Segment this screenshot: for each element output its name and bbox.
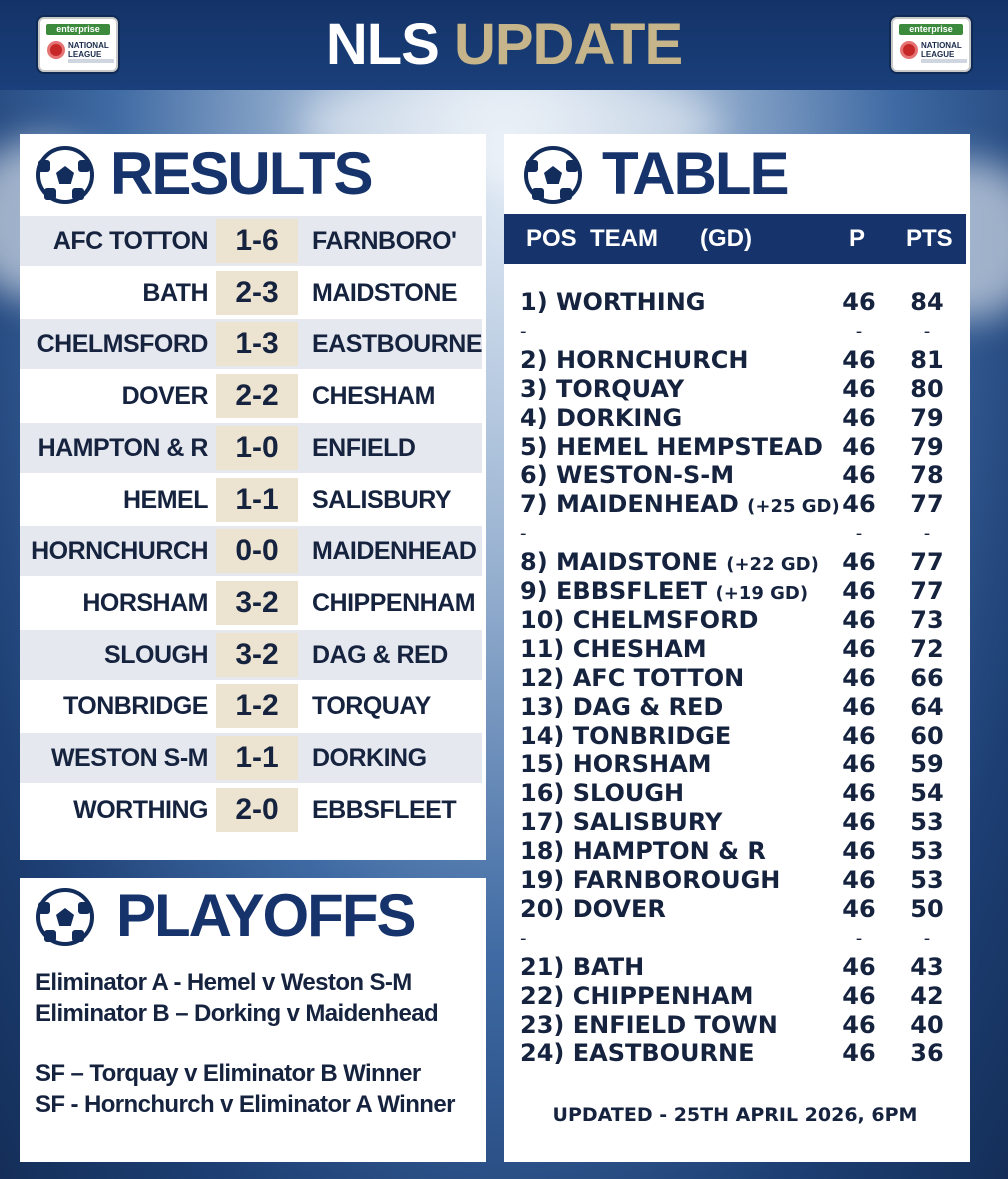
team-name: 24) EASTBOURNE xyxy=(520,1039,755,1068)
team-cell xyxy=(520,346,748,375)
team-cell xyxy=(520,519,527,548)
table-row xyxy=(504,635,966,664)
logo-league-line1: NATIONAL xyxy=(921,41,962,50)
team-cell xyxy=(520,490,840,521)
football-icon xyxy=(36,888,94,946)
played-cell: 46 xyxy=(842,605,876,634)
points-cell: 84 xyxy=(910,288,944,316)
home-team: DOVER xyxy=(121,382,208,411)
played-cell: 46 xyxy=(842,721,876,750)
points-cell: 78 xyxy=(910,461,944,490)
home-team: WESTON S-M xyxy=(50,744,208,772)
played-cell: 46 xyxy=(842,894,876,923)
title-part1: NLS xyxy=(325,12,439,77)
match-score: 1-2 xyxy=(216,684,298,728)
team-cell xyxy=(520,1039,755,1068)
team-cell xyxy=(520,404,682,433)
team-cell xyxy=(520,924,527,953)
table-row xyxy=(504,1011,966,1040)
points-cell: 60 xyxy=(910,721,944,750)
home-team: BATH xyxy=(142,278,208,307)
table-row xyxy=(504,664,966,693)
away-team: DAG & RED xyxy=(312,640,448,669)
col-points: PTS xyxy=(906,225,953,252)
table-row xyxy=(504,404,966,433)
points-cell: - xyxy=(923,320,931,342)
points-cell: 79 xyxy=(910,403,944,432)
logo-league-line1: NATIONAL xyxy=(68,41,109,50)
goal-difference: (+19 GD) xyxy=(715,583,809,604)
team-cell xyxy=(520,953,644,982)
team-name: 20) DOVER xyxy=(520,894,666,923)
team-name: 1) WORTHING xyxy=(520,288,706,316)
away-team: EBBSFLEET xyxy=(312,795,457,824)
col-played: P xyxy=(849,225,866,252)
played-cell: 46 xyxy=(842,866,876,894)
results-title: RESULTS xyxy=(110,140,372,207)
team-cell xyxy=(520,577,808,608)
points-cell: 66 xyxy=(910,663,944,692)
team-name: 16) SLOUGH xyxy=(520,779,685,808)
team-name: 19) FARNBOROUGH xyxy=(520,866,781,894)
points-cell: 79 xyxy=(910,432,944,461)
playoffs-panel xyxy=(20,878,486,1162)
table-row xyxy=(504,433,966,462)
col-gd: (GD) xyxy=(700,225,752,252)
played-cell: 46 xyxy=(842,548,876,577)
logo-league-line2: LEAGUE xyxy=(68,50,102,59)
match-score: 3-2 xyxy=(216,633,298,677)
played-cell: 46 xyxy=(842,577,876,605)
points-cell: 80 xyxy=(910,374,944,403)
team-cell xyxy=(520,779,684,808)
home-team: CHELMSFORD xyxy=(36,330,208,359)
result-row xyxy=(20,319,482,369)
league-crest-icon xyxy=(900,41,918,59)
team-cell xyxy=(520,693,723,722)
team-cell xyxy=(520,722,731,751)
table-row xyxy=(504,375,966,404)
team-name: 17) SALISBURY xyxy=(520,808,723,837)
played-cell: 46 xyxy=(842,634,876,663)
result-row xyxy=(20,423,482,473)
played-cell: 46 xyxy=(842,1039,876,1068)
table-row xyxy=(504,808,966,837)
team-name: 3) TORQUAY xyxy=(520,374,685,403)
points-cell: 54 xyxy=(910,779,944,808)
table-header xyxy=(504,134,970,214)
playoff-line: Eliminator A - Hemel v Weston S-M xyxy=(35,969,412,996)
team-cell xyxy=(520,461,734,490)
playoff-line: SF - Hornchurch v Eliminator A Winner xyxy=(35,1091,455,1118)
away-team: EASTBOURNE xyxy=(312,330,483,359)
played-cell: 46 xyxy=(842,981,876,1010)
playoffs-header xyxy=(20,878,486,958)
table-row xyxy=(504,577,966,606)
team-name: 8) MAIDSTONE xyxy=(520,548,718,577)
result-row xyxy=(20,681,482,731)
team-name: 15) HORSHAM xyxy=(520,750,712,779)
team-cell xyxy=(520,895,666,924)
away-team: MAIDENHEAD xyxy=(312,537,477,566)
team-name: - xyxy=(520,927,527,949)
played-cell: 46 xyxy=(842,490,876,519)
col-pos: POS xyxy=(526,225,577,252)
match-score: 1-0 xyxy=(216,426,298,470)
results-header xyxy=(20,134,486,214)
played-cell: - xyxy=(855,523,863,545)
points-cell: 50 xyxy=(910,894,944,923)
logo-sponsor: enterprise xyxy=(899,24,963,35)
team-name: 23) ENFIELD TOWN xyxy=(520,1010,778,1039)
home-team: HAMPTON & R xyxy=(37,433,208,462)
team-name: 6) WESTON-S-M xyxy=(520,461,735,490)
team-name: 5) HEMEL HEMPSTEAD xyxy=(520,432,823,461)
home-team: SLOUGH xyxy=(104,640,208,669)
goal-difference: (+22 GD) xyxy=(726,554,819,576)
table-row xyxy=(504,548,966,577)
played-cell: 46 xyxy=(842,779,876,808)
table-title: TABLE xyxy=(602,140,788,207)
team-name: 21) BATH xyxy=(520,952,645,981)
logo-league-line2: LEAGUE xyxy=(921,50,955,59)
points-cell: 53 xyxy=(910,808,944,837)
header-bar xyxy=(0,0,1008,90)
points-cell: 40 xyxy=(910,1010,944,1039)
team-name: 11) CHESHAM xyxy=(520,634,707,663)
home-team: AFC TOTTON xyxy=(52,227,208,255)
points-cell: - xyxy=(923,927,931,949)
match-score: 2-0 xyxy=(216,788,298,832)
played-cell: 46 xyxy=(842,403,876,432)
table-row xyxy=(504,779,966,808)
team-cell xyxy=(520,606,758,635)
results-panel xyxy=(20,134,486,860)
result-row xyxy=(20,216,482,266)
team-name: - xyxy=(520,320,527,342)
played-cell: 46 xyxy=(842,952,876,981)
team-name: 7) MAIDENHEAD xyxy=(520,490,739,519)
match-score: 3-2 xyxy=(216,581,298,625)
points-cell: 77 xyxy=(910,490,944,519)
away-team: FARNBORO' xyxy=(312,227,457,255)
national-league-logo-right xyxy=(891,17,971,72)
team-cell xyxy=(520,548,819,579)
team-cell xyxy=(520,1011,778,1040)
played-cell: 46 xyxy=(842,837,876,866)
table-column-headers xyxy=(504,214,966,264)
points-cell: 43 xyxy=(910,952,944,981)
points-cell: 36 xyxy=(910,1039,944,1068)
match-score: 0-0 xyxy=(216,529,298,573)
league-table-panel xyxy=(504,134,970,1162)
played-cell: 46 xyxy=(842,374,876,403)
table-row xyxy=(504,953,966,982)
played-cell: 46 xyxy=(842,663,876,692)
table-row xyxy=(504,982,966,1011)
team-cell xyxy=(520,750,712,779)
table-row xyxy=(504,693,966,722)
result-row xyxy=(20,630,482,680)
result-row xyxy=(20,785,482,835)
table-row xyxy=(504,606,966,635)
playoffs-title: PLAYOFFS xyxy=(116,882,415,949)
table-row xyxy=(504,461,966,490)
playoff-line: SF – Torquay v Eliminator B Winner xyxy=(35,1060,421,1087)
points-cell: 42 xyxy=(910,981,944,1010)
goal-difference: (+25 GD) xyxy=(747,496,840,518)
match-score: 2-2 xyxy=(216,374,298,418)
title-part2: UPDATE xyxy=(453,12,683,77)
played-cell: 46 xyxy=(842,461,876,490)
team-cell xyxy=(520,635,707,664)
points-cell: 73 xyxy=(910,605,944,634)
away-team: TORQUAY xyxy=(312,692,431,721)
points-cell: 77 xyxy=(910,548,944,577)
page-title xyxy=(0,12,1008,78)
result-row xyxy=(20,371,482,421)
points-cell: 53 xyxy=(910,837,944,866)
football-icon xyxy=(36,146,94,204)
team-name: 4) DORKING xyxy=(520,403,683,432)
table-row xyxy=(504,866,966,895)
match-score: 1-1 xyxy=(216,736,298,780)
result-row xyxy=(20,526,482,576)
table-separator-row xyxy=(504,317,966,346)
table-row xyxy=(504,346,966,375)
result-row xyxy=(20,268,482,318)
table-row xyxy=(504,1039,966,1068)
result-row xyxy=(20,578,482,628)
team-name: 18) HAMPTON & R xyxy=(520,837,766,866)
played-cell: 46 xyxy=(842,750,876,779)
team-cell xyxy=(520,288,705,317)
away-team: DORKING xyxy=(312,744,427,772)
match-score: 1-3 xyxy=(216,322,298,366)
playoff-line: Eliminator B – Dorking v Maidenhead xyxy=(35,1000,439,1027)
team-cell xyxy=(520,808,722,837)
played-cell: - xyxy=(855,320,863,342)
result-row xyxy=(20,733,482,783)
points-cell: 77 xyxy=(910,577,944,605)
team-cell xyxy=(520,433,823,462)
home-team: HORSHAM xyxy=(82,588,208,617)
home-team: TONBRIDGE xyxy=(62,692,208,721)
team-name: 22) CHIPPENHAM xyxy=(520,981,754,1010)
away-team: MAIDSTONE xyxy=(312,278,458,307)
logo-league-name xyxy=(921,41,967,59)
team-name: 2) HORNCHURCH xyxy=(520,345,749,374)
team-name: 13) DAG & RED xyxy=(520,692,724,721)
away-team: CHIPPENHAM xyxy=(312,588,476,617)
home-team: WORTHING xyxy=(73,795,208,824)
match-score: 1-6 xyxy=(216,219,298,263)
team-name: 12) AFC TOTTON xyxy=(520,663,745,692)
played-cell: 46 xyxy=(842,692,876,721)
team-cell xyxy=(520,982,754,1011)
logo-sponsor: enterprise xyxy=(46,24,110,35)
away-team: CHESHAM xyxy=(312,382,435,411)
match-score: 1-1 xyxy=(216,478,298,522)
team-cell xyxy=(520,664,744,693)
match-score: 2-3 xyxy=(216,271,298,315)
team-cell xyxy=(520,317,527,346)
played-cell: 46 xyxy=(842,345,876,374)
team-name: 14) TONBRIDGE xyxy=(520,721,732,750)
points-cell: 59 xyxy=(910,750,944,779)
points-cell: 72 xyxy=(910,634,944,663)
table-row xyxy=(504,722,966,751)
team-cell xyxy=(520,837,766,866)
team-name: 9) EBBSFLEET xyxy=(520,577,708,605)
table-separator-row xyxy=(504,519,966,548)
played-cell: 46 xyxy=(842,432,876,461)
away-team: SALISBURY xyxy=(312,485,452,514)
played-cell: 46 xyxy=(842,808,876,837)
played-cell: 46 xyxy=(842,288,876,316)
points-cell: 64 xyxy=(910,692,944,721)
team-name: - xyxy=(520,523,527,545)
played-cell: 46 xyxy=(842,1010,876,1039)
logo-underline xyxy=(921,59,967,63)
team-cell xyxy=(520,866,780,895)
team-cell xyxy=(520,375,684,404)
away-team: ENFIELD xyxy=(312,433,416,462)
football-icon xyxy=(524,146,582,204)
home-team: HEMEL xyxy=(123,485,208,514)
table-row xyxy=(504,490,966,519)
played-cell: - xyxy=(855,927,863,949)
result-row xyxy=(20,475,482,525)
table-separator-row xyxy=(504,924,966,953)
points-cell: 81 xyxy=(910,345,944,374)
table-row xyxy=(504,837,966,866)
points-cell: - xyxy=(923,523,931,545)
col-team: TEAM xyxy=(590,225,658,252)
table-row xyxy=(504,288,966,317)
team-name: 10) CHELMSFORD xyxy=(520,605,759,634)
table-row xyxy=(504,750,966,779)
updated-timestamp: UPDATED - 25TH APRIL 2026, 6PM xyxy=(552,1104,918,1126)
points-cell: 53 xyxy=(910,866,944,894)
table-row xyxy=(504,895,966,924)
home-team: HORNCHURCH xyxy=(31,537,208,566)
